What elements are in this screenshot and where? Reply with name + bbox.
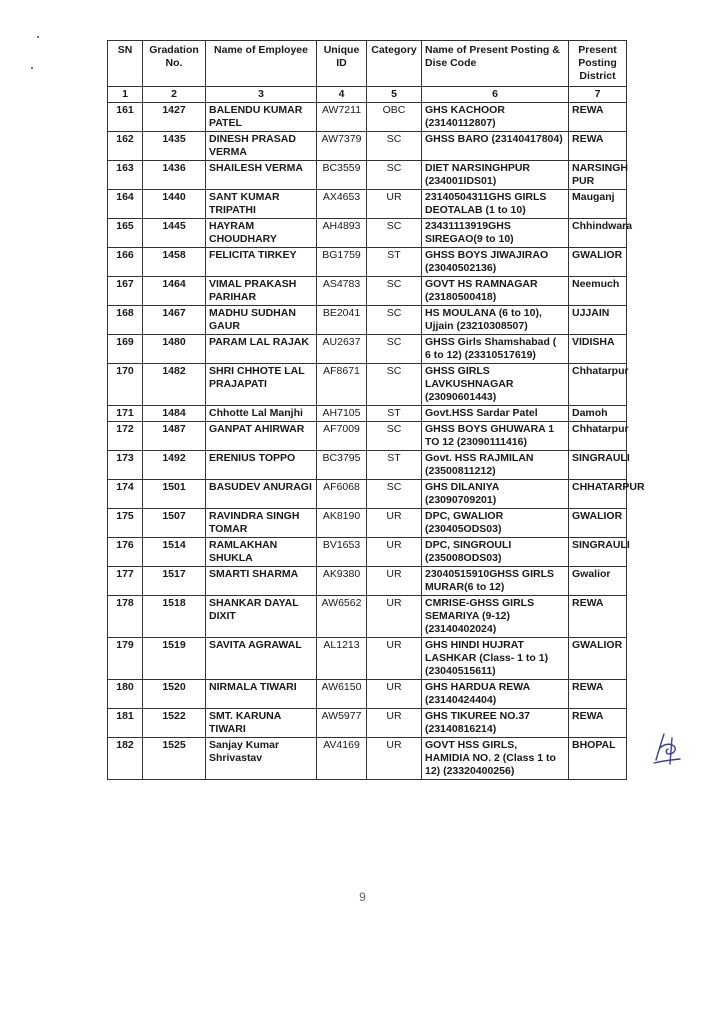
cell-category: UR bbox=[367, 738, 422, 780]
cell-unique-id: AK8190 bbox=[317, 509, 367, 538]
table-row bbox=[108, 161, 627, 190]
table-row bbox=[108, 132, 627, 161]
cell-posting: 23140504311GHS GIRLS DEOTALAB (1 to 10) bbox=[422, 190, 569, 219]
cell-employee-name: RAVINDRA SINGH TOMAR bbox=[206, 509, 317, 538]
cell-category: SC bbox=[367, 219, 422, 248]
cell-posting: GHSS Girls Shamshabad ( 6 to 12) (23310517619) bbox=[422, 335, 569, 364]
header-employee-name: Name of Employee bbox=[206, 41, 317, 87]
header-unique-id: Unique ID bbox=[317, 41, 367, 87]
cell-sn: 161 bbox=[108, 103, 143, 132]
cell-sn: 166 bbox=[108, 248, 143, 277]
cell-gradation: 1436 bbox=[143, 161, 206, 190]
cell-district: REWA bbox=[569, 680, 627, 709]
cell-employee-name: VIMAL PRAKASH PARIHAR bbox=[206, 277, 317, 306]
page-number: 9 bbox=[359, 890, 366, 904]
cell-sn: 180 bbox=[108, 680, 143, 709]
header-sn: SN bbox=[108, 41, 143, 87]
cell-unique-id: AF8671 bbox=[317, 364, 367, 406]
header-district: Present Posting District bbox=[569, 41, 627, 87]
cell-unique-id: AX4653 bbox=[317, 190, 367, 219]
cell-gradation: 1427 bbox=[143, 103, 206, 132]
cell-gradation: 1517 bbox=[143, 567, 206, 596]
cell-category: UR bbox=[367, 709, 422, 738]
cell-unique-id: BC3795 bbox=[317, 451, 367, 480]
cell-unique-id: AV4169 bbox=[317, 738, 367, 780]
cell-district: VIDISHA bbox=[569, 335, 627, 364]
cell-gradation: 1435 bbox=[143, 132, 206, 161]
cell-district: SINGRAULI bbox=[569, 538, 627, 567]
cell-category: UR bbox=[367, 680, 422, 709]
cell-employee-name: Chhotte Lal Manjhi bbox=[206, 406, 317, 422]
cell-unique-id: AW5977 bbox=[317, 709, 367, 738]
table-body bbox=[108, 103, 645, 780]
cell-category: UR bbox=[367, 538, 422, 567]
cell-district: SINGRAULI bbox=[569, 451, 627, 480]
cell-category: ST bbox=[367, 248, 422, 277]
header-posting: Name of Present Posting & Dise Code bbox=[422, 41, 569, 87]
cell-gradation: 1484 bbox=[143, 406, 206, 422]
table-row bbox=[108, 277, 627, 306]
cell-category: SC bbox=[367, 480, 422, 509]
cell-unique-id: AW7379 bbox=[317, 132, 367, 161]
table-row bbox=[108, 567, 627, 596]
cell-district: GWALIOR bbox=[569, 509, 627, 538]
cell-category: OBC bbox=[367, 103, 422, 132]
cell-employee-name: SMT. KARUNA TIWARI bbox=[206, 709, 317, 738]
cell-district: Chhindwara bbox=[569, 219, 627, 248]
cell-category: SC bbox=[367, 335, 422, 364]
table-row bbox=[108, 364, 627, 406]
cell-unique-id: AK9380 bbox=[317, 567, 367, 596]
cell-employee-name: Sanjay Kumar Shrivastav bbox=[206, 738, 317, 780]
cell-employee-name: SANT KUMAR TRIPATHI bbox=[206, 190, 317, 219]
cell-category: SC bbox=[367, 364, 422, 406]
cell-category: SC bbox=[367, 161, 422, 190]
cell-sn: 169 bbox=[108, 335, 143, 364]
cell-employee-name: SHAILESH VERMA bbox=[206, 161, 317, 190]
cell-district: BHOPAL bbox=[569, 738, 627, 780]
cell-district: Gwalior bbox=[569, 567, 627, 596]
cell-category: UR bbox=[367, 190, 422, 219]
table-row bbox=[108, 306, 627, 335]
cell-sn: 171 bbox=[108, 406, 143, 422]
cell-gradation: 1467 bbox=[143, 306, 206, 335]
table-row bbox=[108, 480, 627, 509]
cell-posting: GHSS BOYS GHUWARA 1 TO 12 (23090111416) bbox=[422, 422, 569, 451]
cell-unique-id: AH4893 bbox=[317, 219, 367, 248]
cell-sn: 167 bbox=[108, 277, 143, 306]
cell-posting: GHSS BARO (23140417804) bbox=[422, 132, 569, 161]
cell-district: REWA bbox=[569, 596, 627, 638]
cell-posting: 23431113919GHS SIREGAO(9 to 10) bbox=[422, 219, 569, 248]
cell-category: SC bbox=[367, 306, 422, 335]
cell-posting: DIET NARSINGHPUR (234001IDS01) bbox=[422, 161, 569, 190]
table-row bbox=[108, 103, 627, 132]
cell-district: UJJAIN bbox=[569, 306, 627, 335]
column-number: 7 bbox=[569, 87, 627, 103]
table-row bbox=[108, 219, 627, 248]
cell-unique-id: AW6562 bbox=[317, 596, 367, 638]
cell-unique-id: AU2637 bbox=[317, 335, 367, 364]
cell-sn: 172 bbox=[108, 422, 143, 451]
cell-unique-id: AS4783 bbox=[317, 277, 367, 306]
cell-category: SC bbox=[367, 132, 422, 161]
cell-unique-id: BC3559 bbox=[317, 161, 367, 190]
column-number: 3 bbox=[206, 87, 317, 103]
cell-posting: 23040515910GHSS GIRLS MURAR(6 to 12) bbox=[422, 567, 569, 596]
cell-sn: 181 bbox=[108, 709, 143, 738]
signature-initials-icon bbox=[650, 730, 684, 766]
table-row bbox=[108, 596, 627, 638]
table-header-row bbox=[108, 41, 627, 87]
cell-district: NARSINGH PUR bbox=[569, 161, 627, 190]
cell-posting: GHSS GIRLS LAVKUSHNAGAR (23090601443) bbox=[422, 364, 569, 406]
cell-gradation: 1520 bbox=[143, 680, 206, 709]
table-row bbox=[108, 538, 627, 567]
cell-sn: 174 bbox=[108, 480, 143, 509]
cell-category: UR bbox=[367, 567, 422, 596]
cell-gradation: 1445 bbox=[143, 219, 206, 248]
cell-unique-id: AF6068 bbox=[317, 480, 367, 509]
cell-category: ST bbox=[367, 451, 422, 480]
cell-employee-name: ERENIUS TOPPO bbox=[206, 451, 317, 480]
scan-speck bbox=[37, 36, 39, 38]
cell-posting: GOVT HSS GIRLS, HAMIDIA NO. 2 (Class 1 to 12) (23320400256) bbox=[422, 738, 569, 780]
cell-gradation: 1518 bbox=[143, 596, 206, 638]
cell-sn: 173 bbox=[108, 451, 143, 480]
column-number: 6 bbox=[422, 87, 569, 103]
cell-category: UR bbox=[367, 596, 422, 638]
cell-category: UR bbox=[367, 509, 422, 538]
cell-gradation: 1480 bbox=[143, 335, 206, 364]
cell-employee-name: SHANKAR DAYAL DIXIT bbox=[206, 596, 317, 638]
cell-gradation: 1487 bbox=[143, 422, 206, 451]
table-row bbox=[108, 406, 627, 422]
cell-posting: HS MOULANA (6 to 10), Ujjain (23210308507) bbox=[422, 306, 569, 335]
cell-district: Chhatarpur bbox=[569, 364, 627, 406]
cell-gradation: 1501 bbox=[143, 480, 206, 509]
cell-posting: CMRISE-GHSS GIRLS SEMARIYA (9-12) (23140402024) bbox=[422, 596, 569, 638]
table-row bbox=[108, 335, 627, 364]
cell-district: GWALIOR bbox=[569, 638, 627, 680]
table-row bbox=[108, 738, 627, 780]
cell-district: REWA bbox=[569, 709, 627, 738]
cell-employee-name: SMARTI SHARMA bbox=[206, 567, 317, 596]
cell-unique-id: AF7009 bbox=[317, 422, 367, 451]
table-row bbox=[108, 422, 627, 451]
cell-category: UR bbox=[367, 638, 422, 680]
cell-gradation: 1519 bbox=[143, 638, 206, 680]
cell-gradation: 1492 bbox=[143, 451, 206, 480]
cell-gradation: 1525 bbox=[143, 738, 206, 780]
cell-district: Neemuch bbox=[569, 277, 627, 306]
table-row bbox=[108, 709, 627, 738]
cell-unique-id: AH7105 bbox=[317, 406, 367, 422]
cell-posting: GHS KACHOOR (23140112807) bbox=[422, 103, 569, 132]
cell-posting: GHS HINDI HUJRAT LASHKAR (Class- 1 to 1) (23040515611) bbox=[422, 638, 569, 680]
cell-employee-name: RAMLAKHAN SHUKLA bbox=[206, 538, 317, 567]
header-gradation: Gradation No. bbox=[143, 41, 206, 87]
cell-posting: Govt.HSS Sardar Patel bbox=[422, 406, 569, 422]
cell-posting: Govt. HSS RAJMILAN (23500811212) bbox=[422, 451, 569, 480]
scan-speck bbox=[31, 67, 33, 69]
cell-sn: 168 bbox=[108, 306, 143, 335]
cell-employee-name: PARAM LAL RAJAK bbox=[206, 335, 317, 364]
table-row bbox=[108, 451, 627, 480]
cell-sn: 170 bbox=[108, 364, 143, 406]
cell-posting: DPC, GWALIOR (230405ODS03) bbox=[422, 509, 569, 538]
cell-sn: 165 bbox=[108, 219, 143, 248]
cell-employee-name: BALENDU KUMAR PATEL bbox=[206, 103, 317, 132]
cell-unique-id: AW7211 bbox=[317, 103, 367, 132]
cell-sn: 162 bbox=[108, 132, 143, 161]
cell-unique-id: BV1653 bbox=[317, 538, 367, 567]
header-category: Category bbox=[367, 41, 422, 87]
cell-gradation: 1507 bbox=[143, 509, 206, 538]
cell-sn: 175 bbox=[108, 509, 143, 538]
cell-posting: GHSS BOYS JIWAJIRAO (23040502136) bbox=[422, 248, 569, 277]
table-row bbox=[108, 190, 627, 219]
column-number-row bbox=[108, 87, 627, 103]
cell-sn: 163 bbox=[108, 161, 143, 190]
cell-district: GWALIOR bbox=[569, 248, 627, 277]
cell-employee-name: HAYRAM CHOUDHARY bbox=[206, 219, 317, 248]
table-row bbox=[108, 509, 627, 538]
cell-unique-id: AL1213 bbox=[317, 638, 367, 680]
cell-sn: 176 bbox=[108, 538, 143, 567]
cell-posting: GHS DILANIYA (23090709201) bbox=[422, 480, 569, 509]
cell-gradation: 1464 bbox=[143, 277, 206, 306]
cell-employee-name: NIRMALA TIWARI bbox=[206, 680, 317, 709]
cell-posting: DPC, SINGROULI (235008ODS03) bbox=[422, 538, 569, 567]
employee-table bbox=[107, 40, 645, 780]
table-row bbox=[108, 248, 627, 277]
cell-unique-id: BG1759 bbox=[317, 248, 367, 277]
cell-posting: GOVT HS RAMNAGAR (23180500418) bbox=[422, 277, 569, 306]
table-row bbox=[108, 638, 627, 680]
column-number: 1 bbox=[108, 87, 143, 103]
cell-employee-name: GANPAT AHIRWAR bbox=[206, 422, 317, 451]
cell-posting: GHS TIKUREE NO.37 (23140816214) bbox=[422, 709, 569, 738]
cell-employee-name: SHRI CHHOTE LAL PRAJAPATI bbox=[206, 364, 317, 406]
cell-gradation: 1522 bbox=[143, 709, 206, 738]
cell-category: SC bbox=[367, 277, 422, 306]
cell-category: SC bbox=[367, 422, 422, 451]
cell-sn: 164 bbox=[108, 190, 143, 219]
cell-category: ST bbox=[367, 406, 422, 422]
column-number: 4 bbox=[317, 87, 367, 103]
cell-employee-name: DINESH PRASAD VERMA bbox=[206, 132, 317, 161]
cell-sn: 178 bbox=[108, 596, 143, 638]
cell-employee-name: MADHU SUDHAN GAUR bbox=[206, 306, 317, 335]
cell-employee-name: SAVITA AGRAWAL bbox=[206, 638, 317, 680]
cell-sn: 182 bbox=[108, 738, 143, 780]
cell-posting: GHS HARDUA REWA (23140424404) bbox=[422, 680, 569, 709]
cell-district: Chhatarpur bbox=[569, 422, 627, 451]
cell-sn: 179 bbox=[108, 638, 143, 680]
cell-unique-id: AW6150 bbox=[317, 680, 367, 709]
cell-district: REWA bbox=[569, 132, 627, 161]
cell-gradation: 1514 bbox=[143, 538, 206, 567]
cell-gradation: 1482 bbox=[143, 364, 206, 406]
cell-district: Mauganj bbox=[569, 190, 627, 219]
column-number: 2 bbox=[143, 87, 206, 103]
cell-district: CHHATARPUR bbox=[569, 480, 627, 509]
cell-district: Damoh bbox=[569, 406, 627, 422]
cell-employee-name: BASUDEV ANURAGI bbox=[206, 480, 317, 509]
cell-gradation: 1440 bbox=[143, 190, 206, 219]
cell-gradation: 1458 bbox=[143, 248, 206, 277]
cell-unique-id: BE2041 bbox=[317, 306, 367, 335]
cell-district: REWA bbox=[569, 103, 627, 132]
table-row bbox=[108, 680, 627, 709]
column-number: 5 bbox=[367, 87, 422, 103]
cell-employee-name: FELICITA TIRKEY bbox=[206, 248, 317, 277]
cell-sn: 177 bbox=[108, 567, 143, 596]
